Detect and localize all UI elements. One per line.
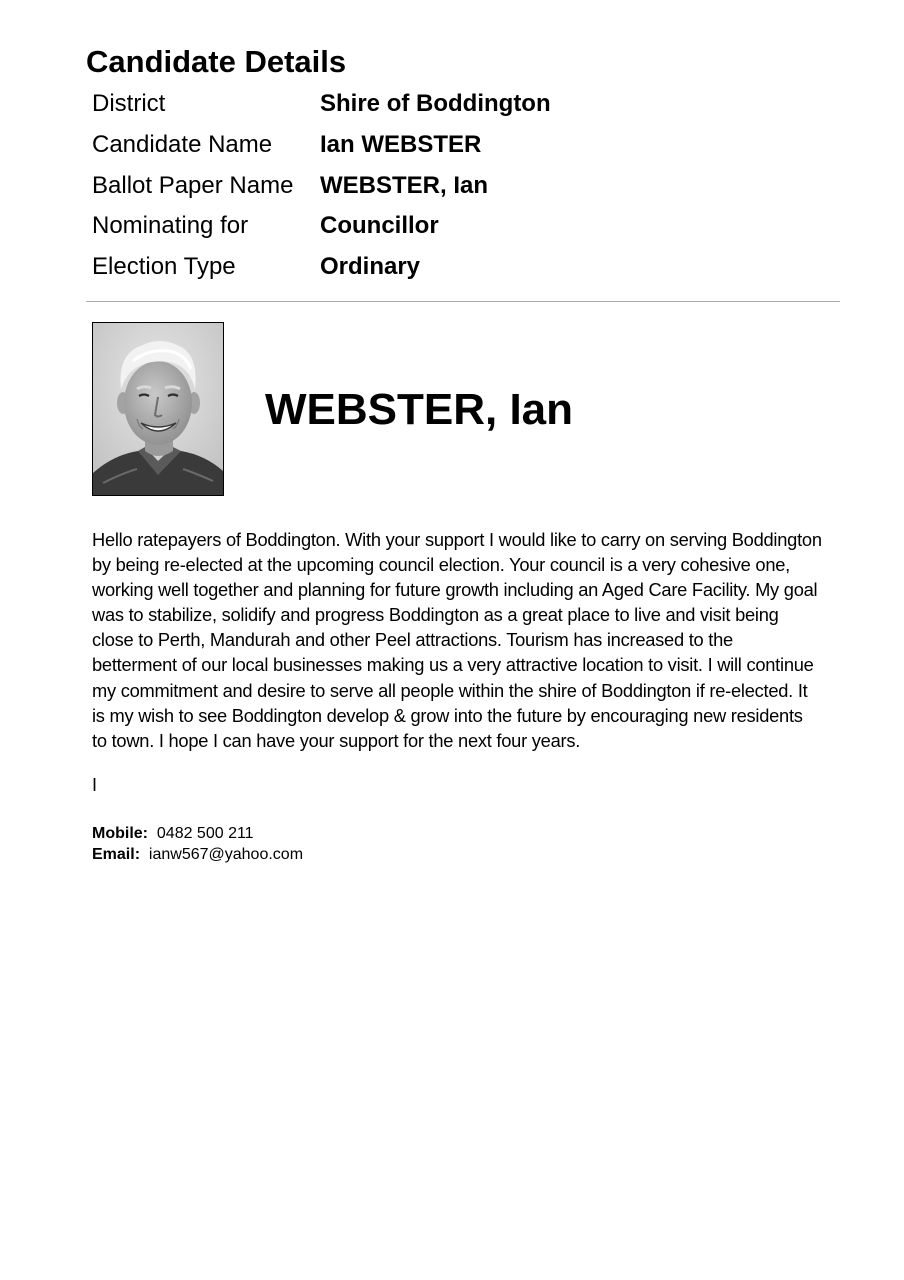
- contact-details: [92, 824, 303, 865]
- detail-label: Election Type: [92, 253, 236, 281]
- detail-row-ballot-paper-name: [92, 165, 832, 206]
- section-divider: [86, 301, 840, 302]
- detail-label: Nominating for: [92, 212, 249, 240]
- detail-row-nominating-for: [92, 206, 832, 247]
- detail-value: Ordinary: [320, 253, 421, 281]
- mobile-value: 0482 500 211: [156, 825, 254, 842]
- contact-mobile-row: [92, 824, 303, 845]
- detail-value: Shire of Boddington: [320, 90, 551, 118]
- page-title: Candidate Details: [86, 44, 347, 79]
- detail-row-district: [92, 84, 832, 125]
- detail-row-candidate-name: [92, 125, 832, 166]
- detail-value: WEBSTER, Ian: [320, 171, 489, 199]
- detail-label: District: [92, 90, 166, 118]
- candidate-details-table: [92, 84, 832, 287]
- mobile-label: Mobile:: [92, 825, 157, 842]
- contact-email-row: [92, 845, 303, 866]
- detail-value: Councillor: [320, 212, 439, 240]
- detail-label: Candidate Name: [92, 131, 273, 159]
- detail-value: Ian WEBSTER: [320, 131, 482, 159]
- email-label: Email:: [92, 845, 149, 863]
- candidate-statement: Hello ratepayers of Boddington. With your support I would like to carry on serving Boddington by being re-elected at the upcoming council election. Your council is a very cohesive one, working well together and planning for future growth including an Aged Care Facility. My goal was to stabilize, solidify and progress Boddington as a great place to live and visit being close to Perth, Mandurah and other Peel attractions. Tourism has increased to the betterment of our local businesses making us a very attractive location to visit. I will continue my commitment and desire to serve all people within the shire of Boddington if re-elected. It is my wish to see Boddington develop & grow into the future by encouraging new residents to town. I hope I can have your support for the next four years.: [92, 529, 822, 751]
- email-value: ianw567@yahoo.com: [148, 845, 304, 863]
- stray-text: I: [92, 775, 98, 795]
- candidate-name-heading: WEBSTER, Ian: [265, 385, 574, 434]
- candidate-photo: [92, 322, 224, 496]
- detail-row-election-type: [92, 247, 832, 288]
- detail-label: Ballot Paper Name: [92, 171, 294, 199]
